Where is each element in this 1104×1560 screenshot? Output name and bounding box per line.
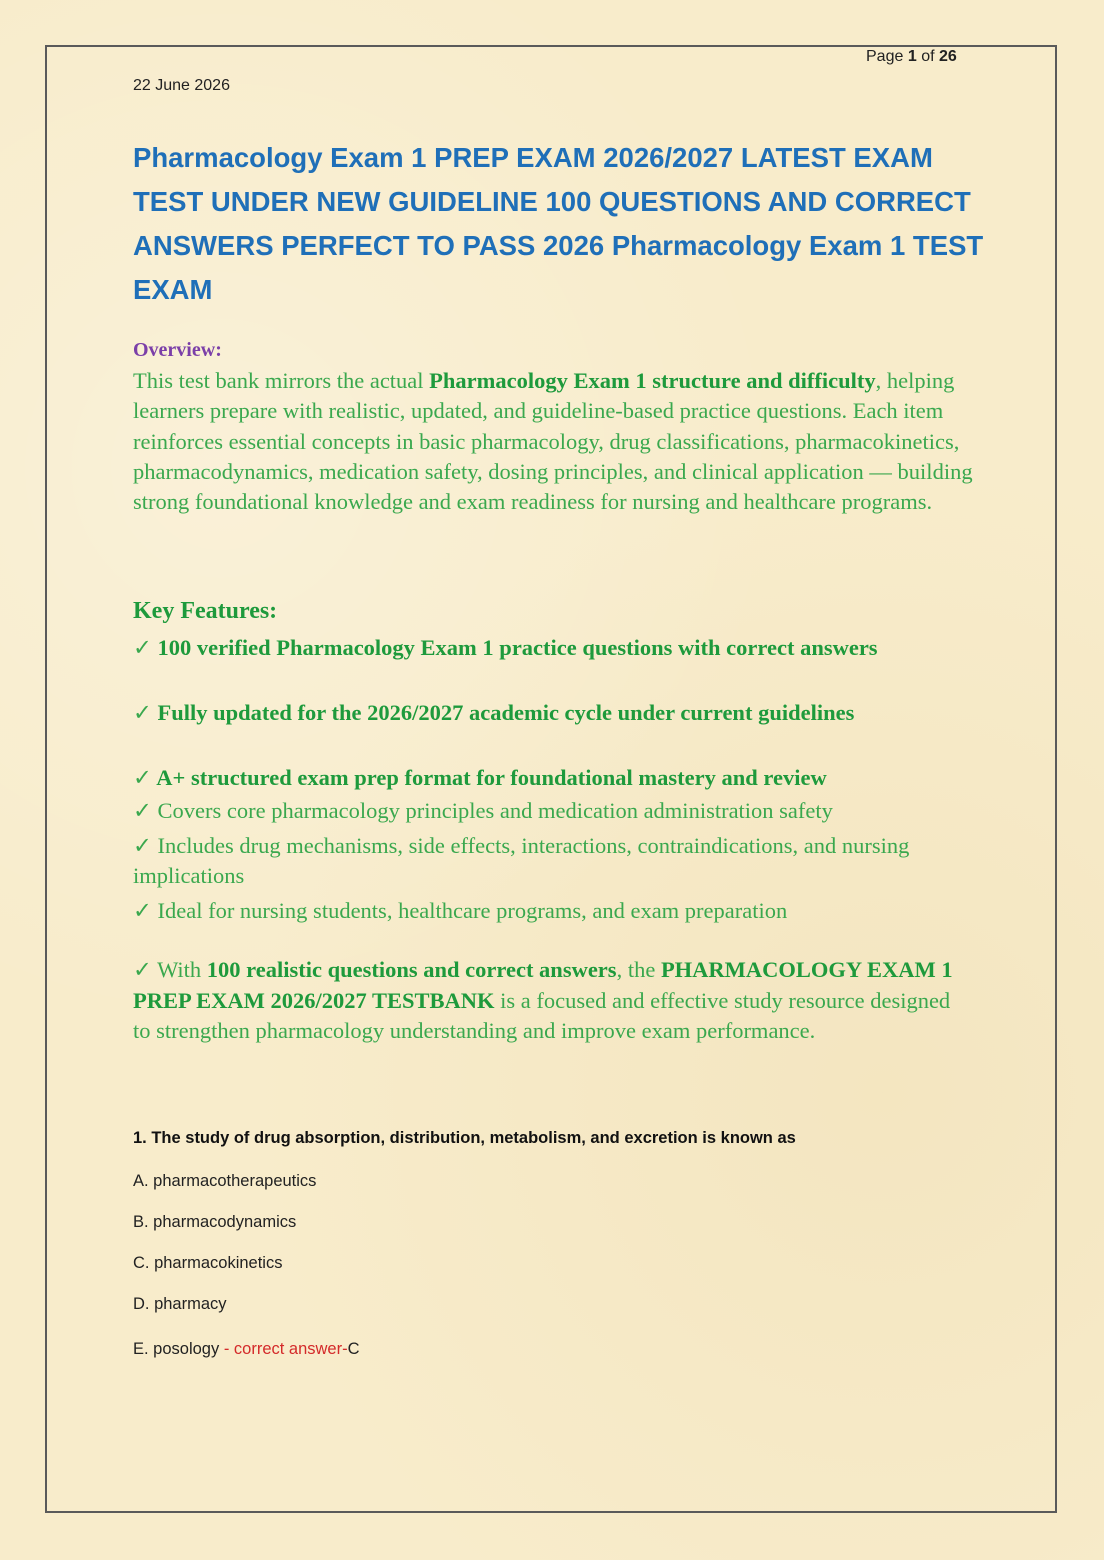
closing-paragraph: ✓ With 100 realistic questions and correct answers, the PHARMACOLOGY EXAM 1 PREP EXAM 2026/2027 TESTBANK is a focused and effective study resource designed to strengthen pharmacology understanding and improve exam performance. — [133, 957, 953, 1043]
feature-item: ✓ Covers core pharmacology principles and medication administration safety — [133, 798, 833, 823]
feature-item: ✓ A+ structured exam prep format for foundational mastery and review — [133, 765, 827, 790]
check-icon: ✓ — [133, 635, 152, 660]
overview-paragraph: This test bank mirrors the actual Pharmacology Exam 1 structure and difficulty, helping learners prepare with realistic, updated, and guideline-based practice questions. Each item reinforces essential concepts in basic pharmacology, drug classifications, pharmacokinetics, pharmacodynamics, medication safety, dosing principles, and clinical application — building strong foundational knowledge and exam readiness for nursing and healthcare programs. — [133, 368, 973, 515]
answer-option: C. pharmacokinetics — [133, 1254, 283, 1272]
check-icon: ✓ — [133, 898, 152, 923]
feature-item: ✓ Ideal for nursing students, healthcare programs, and exam preparation — [133, 898, 788, 923]
correct-answer-value: C — [347, 1340, 360, 1358]
answer-option-with-answer: E. posology - correct answer-C — [133, 1340, 360, 1358]
check-icon: ✓ — [133, 833, 152, 858]
question-text: 1. The study of drug absorption, distribution, metabolism, and excretion is known as — [133, 1129, 796, 1147]
check-icon: ✓ — [133, 765, 152, 790]
check-icon: ✓ — [133, 957, 152, 982]
feature-item: ✓ Fully updated for the 2026/2027 academic cycle under current guidelines — [133, 700, 855, 725]
overview-heading: Overview: — [133, 339, 222, 361]
document-date: 22 June 2026 — [133, 77, 230, 94]
key-features-heading: Key Features: — [133, 598, 278, 624]
answer-option: D. pharmacy — [133, 1295, 227, 1313]
answer-option: B. pharmacodynamics — [133, 1213, 297, 1231]
correct-answer-label: - correct answer- — [219, 1340, 348, 1358]
check-icon: ✓ — [133, 798, 152, 823]
feature-item: ✓ 100 verified Pharmacology Exam 1 practice questions with correct answers — [133, 635, 878, 660]
check-icon: ✓ — [133, 700, 152, 725]
feature-item: ✓ Includes drug mechanisms, side effects, interactions, contraindications, and nursing implications — [133, 833, 910, 888]
document-title: Pharmacology Exam 1 PREP EXAM 2026/2027 LATEST EXAM TEST UNDER NEW GUIDELINE 100 QUESTIONS AND CORRECT ANSWERS PERFECT TO PASS 2026 Pharmacology Exam 1 TEST EXAM — [133, 142, 984, 305]
page-number: Page 1 of 26 — [866, 48, 957, 65]
answer-option: A. pharmacotherapeutics — [133, 1172, 317, 1190]
